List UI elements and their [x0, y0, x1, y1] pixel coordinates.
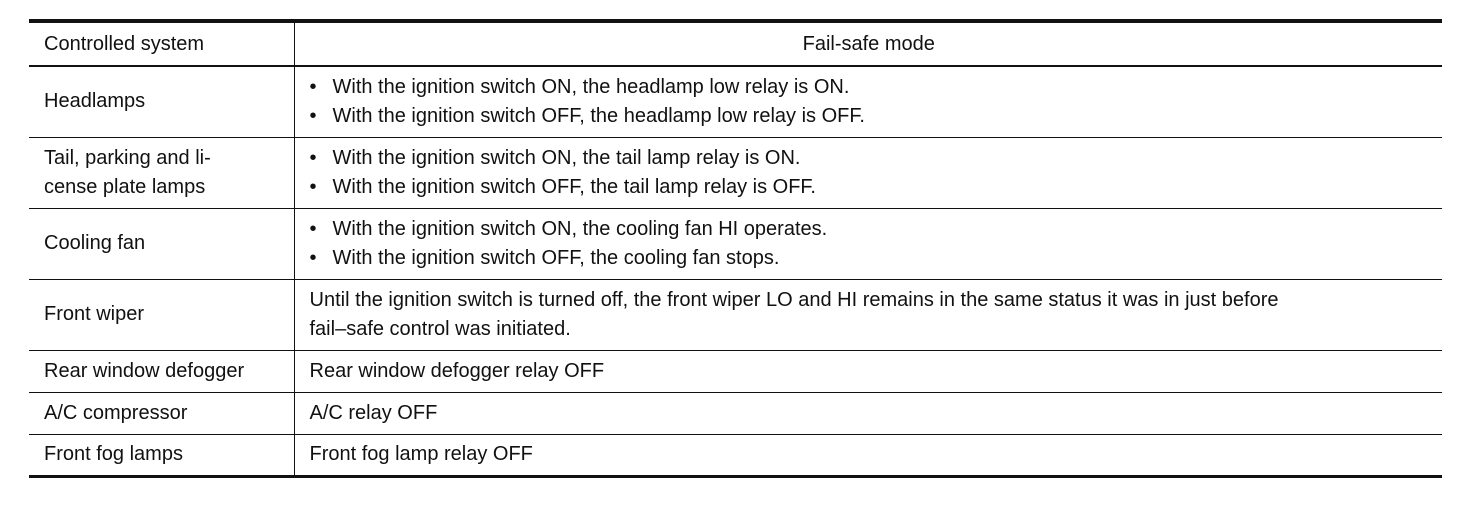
table-row-headlamps [29, 66, 1442, 137]
header-controlled-system: Controlled system [29, 21, 294, 66]
table-row-tail-parking-license-lamps [29, 137, 1442, 208]
list-item [310, 144, 1429, 173]
cell-system: Rear window defogger [29, 350, 294, 392]
bullet-text: With the ignition switch ON, the tail lamp relay is ON. [332, 146, 801, 169]
bullet-text: With the ignition switch OFF, the tail lamp relay is OFF. [332, 175, 816, 198]
list-item [310, 102, 1429, 131]
cell-system: Front wiper [29, 279, 294, 350]
list-item [310, 244, 1429, 273]
header-fail-safe-mode: Fail-safe mode [802, 32, 935, 55]
cell-fail-safe [294, 208, 1442, 279]
cell-fail-safe [294, 279, 1442, 350]
fail-safe-table-container [29, 19, 1442, 478]
bullet-icon: • [309, 217, 317, 240]
list-item [310, 215, 1429, 244]
cell-system: Front fog lamps [29, 434, 294, 476]
list-item [310, 173, 1429, 202]
table-row-cooling-fan [29, 208, 1442, 279]
cell-fail-safe [294, 66, 1442, 137]
cell-system: Cooling fan [29, 208, 294, 279]
table-row-ac-compressor [29, 392, 1442, 434]
list-item [310, 73, 1429, 102]
table-row-front-fog-lamps [29, 434, 1442, 476]
cell-system: Headlamps [29, 66, 294, 137]
text-line: fail–safe control was initiated. [309, 317, 571, 340]
system-line: cense plate lamps [44, 175, 206, 198]
bullet-icon: • [309, 175, 317, 198]
bullet-icon: • [309, 246, 317, 269]
table-row-front-wiper [29, 279, 1442, 350]
bullet-list [310, 144, 1429, 202]
cell-fail-safe: Front fog lamp relay OFF [309, 443, 533, 465]
cell-fail-safe: A/C relay OFF [309, 401, 438, 424]
bullet-icon: • [309, 75, 317, 98]
table-row-rear-window-defogger [29, 350, 1442, 392]
system-line: Tail, parking and li- [44, 146, 211, 169]
bullet-text: With the ignition switch OFF, the cooling fan stops. [332, 246, 780, 269]
bullet-text: With the ignition switch ON, the cooling fan HI operates. [332, 217, 828, 240]
cell-system [29, 137, 294, 208]
table-header-row [29, 21, 1442, 66]
bullet-list [310, 73, 1429, 131]
cell-system: A/C compressor [29, 392, 294, 434]
bullet-text: With the ignition switch OFF, the headlamp low relay is OFF. [332, 104, 865, 127]
bullet-list [310, 215, 1429, 273]
bullet-text: With the ignition switch ON, the headlamp low relay is ON. [332, 75, 850, 98]
fail-safe-table [29, 19, 1442, 478]
cell-fail-safe [294, 137, 1442, 208]
cell-fail-safe: Rear window defogger relay OFF [309, 359, 605, 382]
bullet-icon: • [309, 104, 317, 127]
text-line: Until the ignition switch is turned off, the front wiper LO and HI remains in the same status it was in just before [309, 288, 1279, 311]
bullet-icon: • [309, 146, 317, 169]
